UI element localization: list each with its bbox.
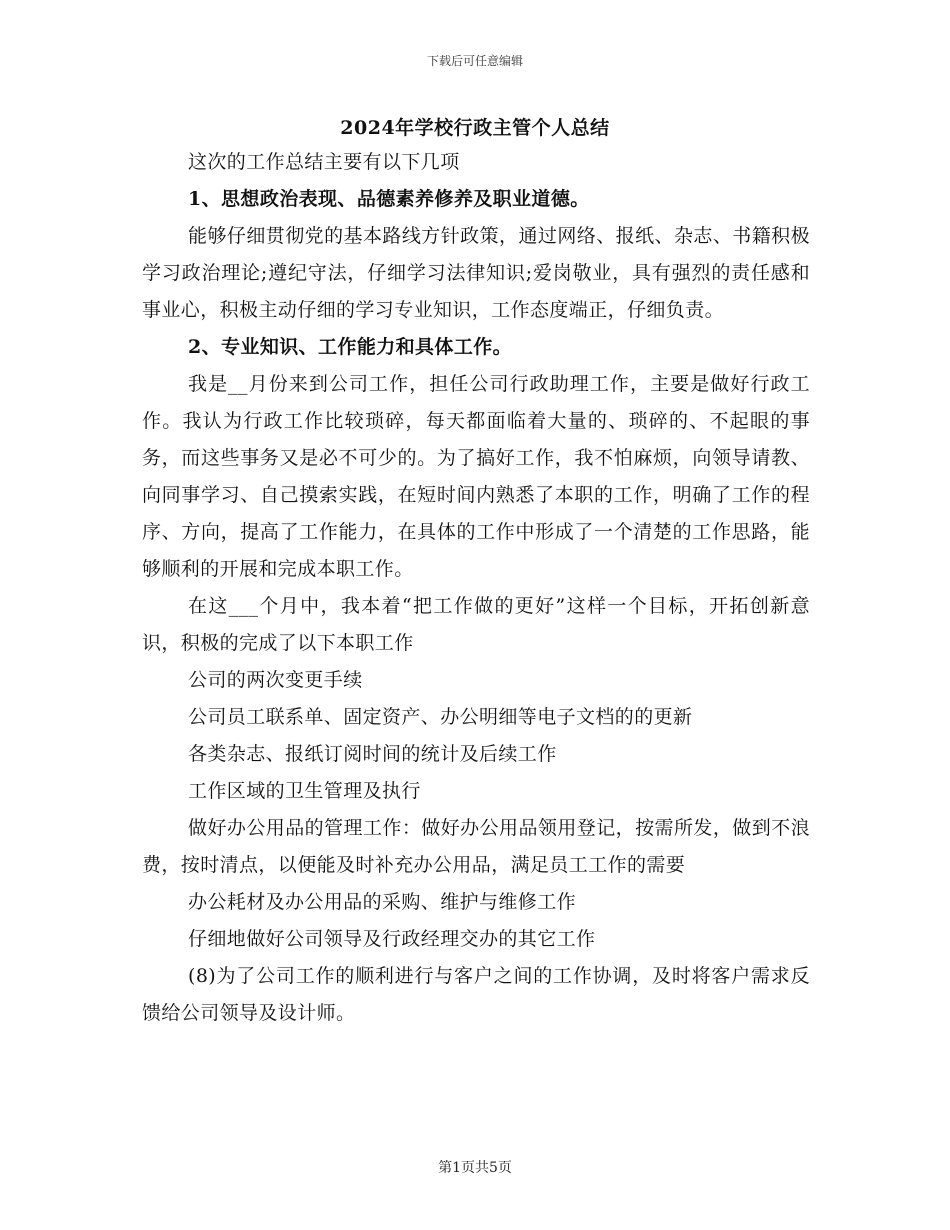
download-note: 下载后可任意编辑 <box>426 54 523 68</box>
list-item: (8)为了公司工作的顺利进行与客户之间的工作协调，及时将客户需求反馈给公司领导及设计师。 <box>142 965 810 1024</box>
list-item: 办公耗材及办公用品的采购、维护与维修工作 <box>188 891 577 913</box>
list-item: 公司的两次变更手续 <box>188 669 363 691</box>
list-item: 公司员工联系单、固定资产、办公明细等电子文档的的更新 <box>188 706 693 728</box>
paragraph: 能够仔细贯彻党的基本路线方针政策，通过网络、报纸、杂志、书籍积极学习政治理论;遵纪守法，仔细学习法律知识;爱岗敬业，具有强烈的责任感和事业心，积极主动仔细的学习专业知识，工作态度端正，仔细负责。 <box>142 225 810 321</box>
section-heading-2: 2、专业知识、工作能力和具体工作。 <box>188 336 513 358</box>
intro-paragraph: 这次的工作总结主要有以下几项 <box>188 151 460 173</box>
list-item: 做好办公用品的管理工作：做好办公用品领用登记，按需所发，做到不浪费，按时清点，以便能及时补充办公用品，满足员工工作的需要 <box>142 817 810 876</box>
list-item: 各类杂志、报纸订阅时间的统计及后续工作 <box>188 743 557 765</box>
list-item: 仔细地做好公司领导及行政经理交办的其它工作 <box>188 928 596 950</box>
paragraph: 在这___个月中，我本着“把工作做的更好”这样一个目标，开拓创新意识，积极的完成了以下本职工作 <box>142 595 810 654</box>
paragraph: 我是__月份来到公司工作，担任公司行政助理工作，主要是做好行政工作。我认为行政工作比较琐碎，每天都面临着大量的、琐碎的、不起眼的事务，而这些事务又是必不可少的。为了搞好工作，我不怕麻烦，向领导请教、向同事学习、自己摸索实践，在短时间内熟悉了本职的工作，明确了工作的程序、方向，提高了工作能力，在具体的工作中形成了一个清楚的工作思路，能够顺利的开展和完成本职工作。 <box>142 373 810 580</box>
section-heading-1: 1、思想政治表现、品德素养修养及职业道德。 <box>188 188 590 210</box>
document-body <box>142 144 810 1032</box>
document-title: 2024年学校行政主管个人总结 <box>340 117 610 139</box>
page-number: 第1页共5页 <box>438 1160 512 1176</box>
list-item: 工作区域的卫生管理及执行 <box>188 780 421 802</box>
